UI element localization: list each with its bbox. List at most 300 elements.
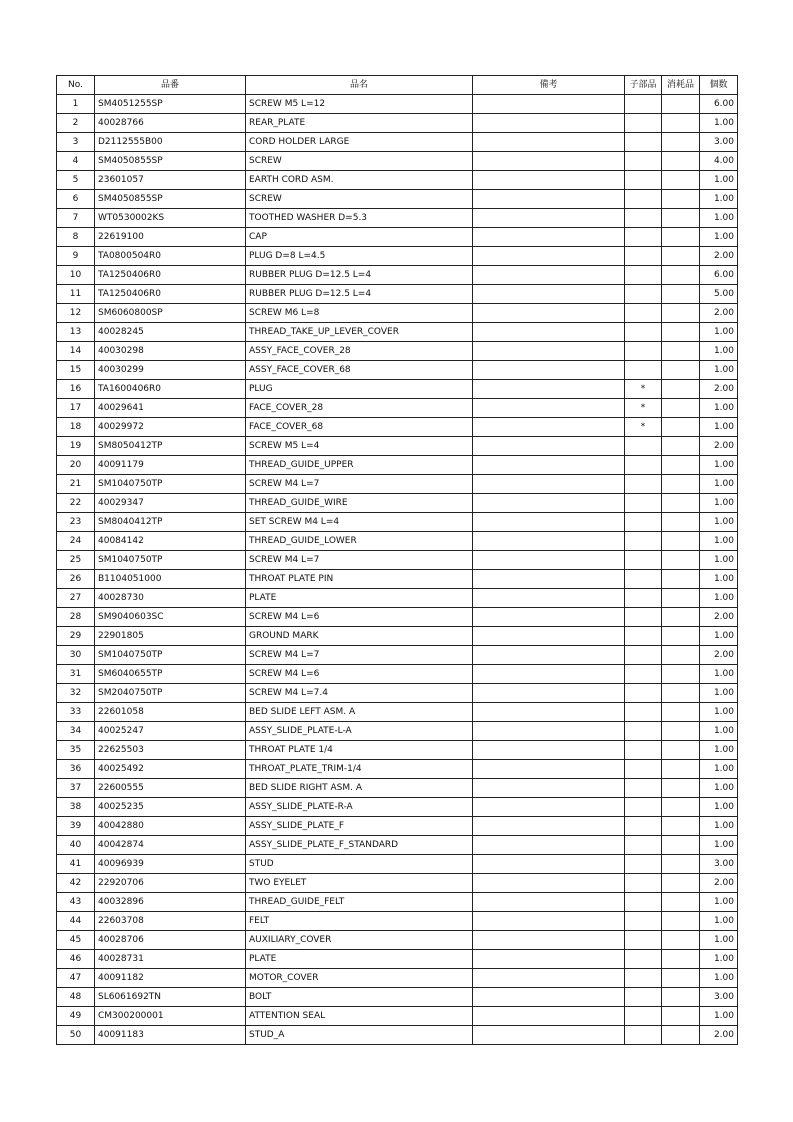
sub-part-flag <box>625 361 662 380</box>
consumable-flag <box>662 247 700 266</box>
row-number: 26 <box>57 570 95 589</box>
sub-part-flag <box>625 703 662 722</box>
sub-part-flag <box>625 760 662 779</box>
remarks <box>473 988 625 1007</box>
sub-part-flag <box>625 285 662 304</box>
row-number: 21 <box>57 475 95 494</box>
table-row <box>57 551 738 570</box>
sub-part-flag <box>625 323 662 342</box>
row-number: 15 <box>57 361 95 380</box>
table-row <box>57 665 738 684</box>
remarks <box>473 513 625 532</box>
part-name: ASSY_SLIDE_PLATE_F <box>246 817 473 836</box>
part-number: 40032896 <box>95 893 246 912</box>
consumable-flag <box>662 361 700 380</box>
sub-part-flag <box>625 988 662 1007</box>
part-number: 40028730 <box>95 589 246 608</box>
sub-part-flag <box>625 570 662 589</box>
part-number: 22603708 <box>95 912 246 931</box>
table-row <box>57 247 738 266</box>
sub-part-flag <box>625 627 662 646</box>
row-number: 43 <box>57 893 95 912</box>
quantity: 5.00 <box>700 285 738 304</box>
part-name: FELT <box>246 912 473 931</box>
parts-list-table <box>56 75 738 1045</box>
quantity: 1.00 <box>700 969 738 988</box>
row-number: 20 <box>57 456 95 475</box>
part-name: SCREW M4 L=7 <box>246 646 473 665</box>
remarks <box>473 95 625 114</box>
header-consumable: 消耗品 <box>662 76 700 95</box>
sub-part-flag <box>625 494 662 513</box>
row-number: 45 <box>57 931 95 950</box>
row-number: 9 <box>57 247 95 266</box>
table-body <box>57 95 738 1045</box>
part-number: D2112555B00 <box>95 133 246 152</box>
consumable-flag <box>662 513 700 532</box>
part-name: ASSY_SLIDE_PLATE_F_STANDARD <box>246 836 473 855</box>
part-number: 40025247 <box>95 722 246 741</box>
remarks <box>473 817 625 836</box>
row-number: 37 <box>57 779 95 798</box>
sub-part-flag <box>625 133 662 152</box>
part-number: 40025492 <box>95 760 246 779</box>
part-name: PLUG D=8 L=4.5 <box>246 247 473 266</box>
consumable-flag <box>662 228 700 247</box>
quantity: 1.00 <box>700 551 738 570</box>
consumable-flag <box>662 741 700 760</box>
table-row <box>57 836 738 855</box>
quantity: 1.00 <box>700 760 738 779</box>
remarks <box>473 741 625 760</box>
remarks <box>473 247 625 266</box>
table-row <box>57 171 738 190</box>
remarks <box>473 532 625 551</box>
quantity: 2.00 <box>700 437 738 456</box>
table-row <box>57 817 738 836</box>
part-name: SCREW M6 L=8 <box>246 304 473 323</box>
sub-part-flag <box>625 798 662 817</box>
row-number: 23 <box>57 513 95 532</box>
part-name: THREAD_GUIDE_WIRE <box>246 494 473 513</box>
consumable-flag <box>662 646 700 665</box>
row-number: 44 <box>57 912 95 931</box>
part-number: SM4050855SP <box>95 190 246 209</box>
consumable-flag <box>662 627 700 646</box>
part-name: RUBBER PLUG D=12.5 L=4 <box>246 266 473 285</box>
consumable-flag <box>662 342 700 361</box>
consumable-flag <box>662 912 700 931</box>
table-row <box>57 133 738 152</box>
quantity: 2.00 <box>700 874 738 893</box>
row-number: 49 <box>57 1007 95 1026</box>
table-row <box>57 1007 738 1026</box>
part-number: 22600555 <box>95 779 246 798</box>
row-number: 7 <box>57 209 95 228</box>
part-number: B1104051000 <box>95 570 246 589</box>
remarks <box>473 912 625 931</box>
consumable-flag <box>662 190 700 209</box>
part-name: SCREW M4 L=7.4 <box>246 684 473 703</box>
sub-part-flag <box>625 589 662 608</box>
part-name: FACE_COVER_28 <box>246 399 473 418</box>
consumable-flag <box>662 570 700 589</box>
remarks <box>473 380 625 399</box>
quantity: 1.00 <box>700 703 738 722</box>
consumable-flag <box>662 665 700 684</box>
table-row <box>57 285 738 304</box>
quantity: 1.00 <box>700 114 738 133</box>
part-number: SM2040750TP <box>95 684 246 703</box>
remarks <box>473 608 625 627</box>
quantity: 1.00 <box>700 627 738 646</box>
row-number: 5 <box>57 171 95 190</box>
quantity: 1.00 <box>700 589 738 608</box>
part-number: 40091183 <box>95 1026 246 1045</box>
sub-part-flag: * <box>625 399 662 418</box>
table-row <box>57 399 738 418</box>
consumable-flag <box>662 589 700 608</box>
row-number: 35 <box>57 741 95 760</box>
part-name: SCREW M5 L=4 <box>246 437 473 456</box>
sub-part-flag <box>625 513 662 532</box>
quantity: 6.00 <box>700 266 738 285</box>
sub-part-flag <box>625 931 662 950</box>
part-name: TWO EYELET <box>246 874 473 893</box>
table-row <box>57 95 738 114</box>
part-number: 40029641 <box>95 399 246 418</box>
sub-part-flag <box>625 304 662 323</box>
sub-part-flag <box>625 551 662 570</box>
remarks <box>473 171 625 190</box>
consumable-flag <box>662 969 700 988</box>
row-number: 14 <box>57 342 95 361</box>
part-number: SM8050412TP <box>95 437 246 456</box>
sub-part-flag <box>625 741 662 760</box>
consumable-flag <box>662 114 700 133</box>
part-number: 40030298 <box>95 342 246 361</box>
remarks <box>473 456 625 475</box>
sub-part-flag <box>625 1026 662 1045</box>
quantity: 1.00 <box>700 513 738 532</box>
quantity: 1.00 <box>700 798 738 817</box>
part-name: STUD_A <box>246 1026 473 1045</box>
quantity: 1.00 <box>700 209 738 228</box>
row-number: 32 <box>57 684 95 703</box>
part-name: THREAD_GUIDE_FELT <box>246 893 473 912</box>
sub-part-flag <box>625 190 662 209</box>
consumable-flag <box>662 475 700 494</box>
remarks <box>473 133 625 152</box>
sub-part-flag <box>625 779 662 798</box>
sub-part-flag <box>625 247 662 266</box>
header-quantity: 個数 <box>700 76 738 95</box>
table-row <box>57 380 738 399</box>
sub-part-flag <box>625 950 662 969</box>
row-number: 16 <box>57 380 95 399</box>
part-name: BOLT <box>246 988 473 1007</box>
consumable-flag <box>662 209 700 228</box>
consumable-flag <box>662 836 700 855</box>
row-number: 29 <box>57 627 95 646</box>
sub-part-flag <box>625 342 662 361</box>
remarks <box>473 285 625 304</box>
remarks <box>473 722 625 741</box>
consumable-flag <box>662 285 700 304</box>
quantity: 4.00 <box>700 152 738 171</box>
remarks <box>473 323 625 342</box>
quantity: 2.00 <box>700 247 738 266</box>
row-number: 41 <box>57 855 95 874</box>
table-row <box>57 779 738 798</box>
part-number: 22901805 <box>95 627 246 646</box>
sub-part-flag <box>625 209 662 228</box>
part-number: 40029347 <box>95 494 246 513</box>
sub-part-flag <box>625 912 662 931</box>
sub-part-flag <box>625 1007 662 1026</box>
part-name: EARTH CORD ASM. <box>246 171 473 190</box>
remarks <box>473 114 625 133</box>
remarks <box>473 684 625 703</box>
consumable-flag <box>662 532 700 551</box>
quantity: 1.00 <box>700 228 738 247</box>
consumable-flag <box>662 266 700 285</box>
row-number: 3 <box>57 133 95 152</box>
header-sub-part: 子部品 <box>625 76 662 95</box>
remarks <box>473 494 625 513</box>
sub-part-flag <box>625 532 662 551</box>
part-name: PLUG <box>246 380 473 399</box>
table-row <box>57 304 738 323</box>
row-number: 46 <box>57 950 95 969</box>
row-number: 19 <box>57 437 95 456</box>
header-no: No. <box>57 76 95 95</box>
quantity: 1.00 <box>700 931 738 950</box>
quantity: 1.00 <box>700 171 738 190</box>
sub-part-flag <box>625 152 662 171</box>
quantity: 6.00 <box>700 95 738 114</box>
remarks <box>473 228 625 247</box>
part-name: BED SLIDE LEFT ASM. A <box>246 703 473 722</box>
part-number: 40029972 <box>95 418 246 437</box>
part-name: PLATE <box>246 950 473 969</box>
table-row <box>57 855 738 874</box>
consumable-flag <box>662 1007 700 1026</box>
part-number: SM6060800SP <box>95 304 246 323</box>
sub-part-flag <box>625 684 662 703</box>
table-row <box>57 589 738 608</box>
table-row <box>57 456 738 475</box>
consumable-flag <box>662 399 700 418</box>
sub-part-flag <box>625 874 662 893</box>
table-row <box>57 646 738 665</box>
sub-part-flag <box>625 228 662 247</box>
quantity: 1.00 <box>700 893 738 912</box>
part-number: 40042880 <box>95 817 246 836</box>
table-row <box>57 874 738 893</box>
sub-part-flag <box>625 665 662 684</box>
quantity: 1.00 <box>700 399 738 418</box>
row-number: 13 <box>57 323 95 342</box>
remarks <box>473 893 625 912</box>
row-number: 8 <box>57 228 95 247</box>
consumable-flag <box>662 817 700 836</box>
part-name: BED SLIDE RIGHT ASM. A <box>246 779 473 798</box>
part-name: SCREW M4 L=6 <box>246 608 473 627</box>
remarks <box>473 266 625 285</box>
part-name: CAP <box>246 228 473 247</box>
part-name: SCREW M4 L=7 <box>246 475 473 494</box>
remarks <box>473 1007 625 1026</box>
remarks <box>473 589 625 608</box>
part-name: THROAT PLATE PIN <box>246 570 473 589</box>
part-name: SCREW M5 L=12 <box>246 95 473 114</box>
table-row <box>57 722 738 741</box>
part-number: 40025235 <box>95 798 246 817</box>
consumable-flag <box>662 551 700 570</box>
part-number: 40091182 <box>95 969 246 988</box>
header-part-number: 品番 <box>95 76 246 95</box>
row-number: 12 <box>57 304 95 323</box>
row-number: 11 <box>57 285 95 304</box>
part-number: SM8040412TP <box>95 513 246 532</box>
table-row <box>57 969 738 988</box>
sub-part-flag <box>625 95 662 114</box>
table-row <box>57 703 738 722</box>
table-row <box>57 494 738 513</box>
consumable-flag <box>662 874 700 893</box>
remarks <box>473 361 625 380</box>
part-number: SM1040750TP <box>95 551 246 570</box>
row-number: 30 <box>57 646 95 665</box>
consumable-flag <box>662 722 700 741</box>
part-name: SCREW M4 L=7 <box>246 551 473 570</box>
consumable-flag <box>662 494 700 513</box>
table-row <box>57 798 738 817</box>
quantity: 3.00 <box>700 988 738 1007</box>
remarks <box>473 190 625 209</box>
consumable-flag <box>662 152 700 171</box>
table-row <box>57 209 738 228</box>
quantity: 1.00 <box>700 361 738 380</box>
quantity: 1.00 <box>700 532 738 551</box>
row-number: 40 <box>57 836 95 855</box>
table-row <box>57 190 738 209</box>
table-row <box>57 152 738 171</box>
sub-part-flag <box>625 266 662 285</box>
table-row <box>57 950 738 969</box>
quantity: 1.00 <box>700 570 738 589</box>
quantity: 1.00 <box>700 323 738 342</box>
remarks <box>473 931 625 950</box>
part-name: THREAD_TAKE_UP_LEVER_COVER <box>246 323 473 342</box>
remarks <box>473 1026 625 1045</box>
table-row <box>57 513 738 532</box>
part-number: 40028245 <box>95 323 246 342</box>
sub-part-flag <box>625 475 662 494</box>
consumable-flag <box>662 95 700 114</box>
quantity: 1.00 <box>700 836 738 855</box>
part-name: SCREW <box>246 152 473 171</box>
quantity: 1.00 <box>700 950 738 969</box>
remarks <box>473 437 625 456</box>
part-number: WT0530002KS <box>95 209 246 228</box>
part-number: 40028706 <box>95 931 246 950</box>
part-name: ASSY_FACE_COVER_28 <box>246 342 473 361</box>
row-number: 38 <box>57 798 95 817</box>
table-row <box>57 418 738 437</box>
sub-part-flag <box>625 969 662 988</box>
part-number: TA1600406R0 <box>95 380 246 399</box>
table-row <box>57 475 738 494</box>
part-number: SM4051255SP <box>95 95 246 114</box>
remarks <box>473 304 625 323</box>
part-name: RUBBER PLUG D=12.5 L=4 <box>246 285 473 304</box>
remarks <box>473 418 625 437</box>
part-number: SM9040603SC <box>95 608 246 627</box>
part-name: ATTENTION SEAL <box>246 1007 473 1026</box>
remarks <box>473 874 625 893</box>
remarks <box>473 627 625 646</box>
sub-part-flag <box>625 437 662 456</box>
part-number: SL6061692TN <box>95 988 246 1007</box>
row-number: 17 <box>57 399 95 418</box>
consumable-flag <box>662 323 700 342</box>
remarks <box>473 475 625 494</box>
table-row <box>57 741 738 760</box>
part-number: 22601058 <box>95 703 246 722</box>
consumable-flag <box>662 950 700 969</box>
part-name: THREAD_GUIDE_LOWER <box>246 532 473 551</box>
part-name: FACE_COVER_68 <box>246 418 473 437</box>
part-name: SCREW <box>246 190 473 209</box>
sub-part-flag <box>625 456 662 475</box>
remarks <box>473 399 625 418</box>
row-number: 27 <box>57 589 95 608</box>
remarks <box>473 646 625 665</box>
row-number: 42 <box>57 874 95 893</box>
quantity: 2.00 <box>700 380 738 399</box>
row-number: 18 <box>57 418 95 437</box>
quantity: 1.00 <box>700 741 738 760</box>
row-number: 48 <box>57 988 95 1007</box>
consumable-flag <box>662 456 700 475</box>
row-number: 4 <box>57 152 95 171</box>
part-number: 40042874 <box>95 836 246 855</box>
quantity: 3.00 <box>700 133 738 152</box>
table-row <box>57 532 738 551</box>
row-number: 34 <box>57 722 95 741</box>
part-number: 40028731 <box>95 950 246 969</box>
quantity: 1.00 <box>700 665 738 684</box>
consumable-flag <box>662 437 700 456</box>
remarks <box>473 836 625 855</box>
remarks <box>473 551 625 570</box>
part-number: SM6040655TP <box>95 665 246 684</box>
row-number: 28 <box>57 608 95 627</box>
sub-part-flag <box>625 893 662 912</box>
part-number: 22920706 <box>95 874 246 893</box>
consumable-flag <box>662 798 700 817</box>
part-number: 22625503 <box>95 741 246 760</box>
row-number: 1 <box>57 95 95 114</box>
quantity: 1.00 <box>700 684 738 703</box>
part-number: SM1040750TP <box>95 646 246 665</box>
consumable-flag <box>662 893 700 912</box>
sub-part-flag: * <box>625 380 662 399</box>
quantity: 2.00 <box>700 646 738 665</box>
table-row <box>57 114 738 133</box>
